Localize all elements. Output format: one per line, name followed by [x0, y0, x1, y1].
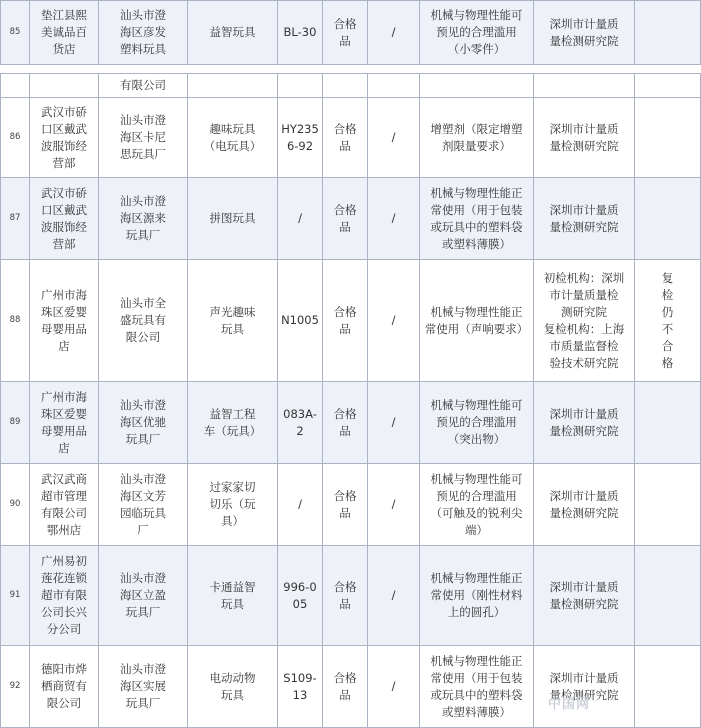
result-cell: 合格 品	[323, 1, 368, 65]
result-cell: 合格 品	[323, 382, 368, 464]
seller-cell: 广州市海 珠区爱婴 母婴用品 店	[30, 382, 99, 464]
table-row	[1, 98, 701, 178]
item-cell: 机械与物理性能正 常使用（声响要求）	[420, 260, 534, 382]
table-row	[1, 260, 701, 382]
maker-cell: 汕头市全 盛玩具有 限公司	[99, 260, 188, 382]
slash-cell: /	[368, 546, 420, 646]
continuation-row	[1, 74, 701, 98]
slash-cell: /	[368, 260, 420, 382]
table-row	[1, 646, 701, 728]
seller-cell: 武汉市硚 口区戴武 波服饰经 营部	[30, 98, 99, 178]
maker-cell: 汕头市澄 海区立盈 玩具厂	[99, 546, 188, 646]
maker-cell: 汕头市澄 海区卡尼 思玩具厂	[99, 98, 188, 178]
item-cell: 机械与物理性能可 预见的合理滥用 （可触及的锐利尖 端）	[420, 464, 534, 546]
result-cell: 合格 品	[323, 546, 368, 646]
item-cell: 机械与物理性能正 常使用（用于包装 或玩具中的塑料袋 或塑料薄膜）	[420, 646, 534, 728]
note-cell	[635, 464, 701, 546]
slash-cell: /	[368, 98, 420, 178]
seller-cell: 广州市海 珠区爱婴 母婴用品 店	[30, 260, 99, 382]
product-cell: 声光趣味 玩具	[188, 260, 278, 382]
row-number: 90	[1, 464, 30, 546]
lab-cell: 深圳市计量质 量检测研究院	[534, 98, 635, 178]
note-cell	[635, 546, 701, 646]
item-cell: 机械与物理性能正 常使用（刚性材料 上的圆孔）	[420, 546, 534, 646]
product-cell: 拼图玩具	[188, 178, 278, 260]
row-number: 87	[1, 178, 30, 260]
seller-cell: 武汉武商 超市管理 有限公司 鄂州店	[30, 464, 99, 546]
table-row	[1, 178, 701, 260]
product-cell: 电动动物 玩具	[188, 646, 278, 728]
row-number: 89	[1, 382, 30, 464]
slash-cell: /	[368, 382, 420, 464]
seller-cell: 德阳市烨 栖商贸有 限公司	[30, 646, 99, 728]
product-cell: 过家家切 切乐（玩 具）	[188, 464, 278, 546]
table-segment-main	[0, 73, 674, 728]
row-number: 92	[1, 646, 30, 728]
table-row	[1, 1, 701, 65]
seller-cell: 垫江县熙 美诚品百 货店	[30, 1, 99, 65]
note-cell	[635, 98, 701, 178]
model-cell: /	[278, 464, 323, 546]
lab-cell: 深圳市计量质 量检测研究院	[534, 546, 635, 646]
model-cell: /	[278, 178, 323, 260]
product-cell: 益智玩具	[188, 1, 278, 65]
table-segment-top	[0, 0, 619, 65]
product-cell: 趣味玩具 （电玩具）	[188, 98, 278, 178]
inspection-table-top	[0, 0, 701, 65]
result-cell: 合格 品	[323, 464, 368, 546]
lab-cell: 深圳市计量质 量检测研究院	[534, 178, 635, 260]
inspection-table-main	[0, 73, 701, 728]
table-row	[1, 464, 701, 546]
continued-maker-cell: 有限公司	[99, 74, 188, 98]
row-number: 85	[1, 1, 30, 65]
item-cell: 增塑剂（限定增塑 剂限量要求）	[420, 98, 534, 178]
table-row	[1, 546, 701, 646]
model-cell: HY235 6-92	[278, 98, 323, 178]
slash-cell: /	[368, 1, 420, 65]
watermark: 中国网	[547, 697, 590, 712]
lab-cell: 深圳市计量质 量检测研究院	[534, 464, 635, 546]
maker-cell: 汕头市澄 海区文芳 园临玩具 厂	[99, 464, 188, 546]
result-cell: 合格 品	[323, 646, 368, 728]
seller-cell: 武汉市硚 口区戴武 波服饰经 营部	[30, 178, 99, 260]
item-cell: 机械与物理性能正 常使用（用于包装 或玩具中的塑料袋 或塑料薄膜）	[420, 178, 534, 260]
result-cell: 合格 品	[323, 178, 368, 260]
result-cell: 合格 品	[323, 260, 368, 382]
result-cell: 合格 品	[323, 98, 368, 178]
seller-cell: 广州易初 莲花连锁 超市有限 公司长兴 分公司	[30, 546, 99, 646]
item-cell: 机械与物理性能可 预见的合理滥用 （小零件）	[420, 1, 534, 65]
page-break	[0, 65, 600, 73]
row-number: 86	[1, 98, 30, 178]
row-number: 88	[1, 260, 30, 382]
slash-cell: /	[368, 646, 420, 728]
note-cell	[635, 646, 701, 728]
product-cell: 卡通益智 玩具	[188, 546, 278, 646]
model-cell: 083A- 2	[278, 382, 323, 464]
model-cell: N1005	[278, 260, 323, 382]
model-cell: BL-30	[278, 1, 323, 65]
slash-cell: /	[368, 464, 420, 546]
lab-cell: 初检机构：深圳 市计量质量检 测研究院 复检机构：上海 市质量监督检 验技术研究院	[534, 260, 635, 382]
note-cell: 复 检 仍 不 合 格	[635, 260, 701, 382]
slash-cell: /	[368, 178, 420, 260]
model-cell: 996-0 05	[278, 546, 323, 646]
maker-cell: 汕头市澄 海区实展 玩具厂	[99, 646, 188, 728]
model-cell: S109- 13	[278, 646, 323, 728]
product-cell: 益智工程 车（玩具）	[188, 382, 278, 464]
maker-cell: 汕头市澄 海区彦发 塑料玩具	[99, 1, 188, 65]
item-cell: 机械与物理性能可 预见的合理滥用 （突出物）	[420, 382, 534, 464]
note-cell	[635, 382, 701, 464]
maker-cell: 汕头市澄 海区源来 玩具厂	[99, 178, 188, 260]
lab-cell: 深圳市计量质 量检测研究院	[534, 646, 635, 728]
lab-cell: 深圳市计量质 量检测研究院	[534, 382, 635, 464]
row-number: 91	[1, 546, 30, 646]
table-row	[1, 382, 701, 464]
maker-cell: 汕头市澄 海区优驰 玩具厂	[99, 382, 188, 464]
note-cell	[635, 1, 701, 65]
note-cell	[635, 178, 701, 260]
lab-cell: 深圳市计量质 量检测研究院	[534, 1, 635, 65]
